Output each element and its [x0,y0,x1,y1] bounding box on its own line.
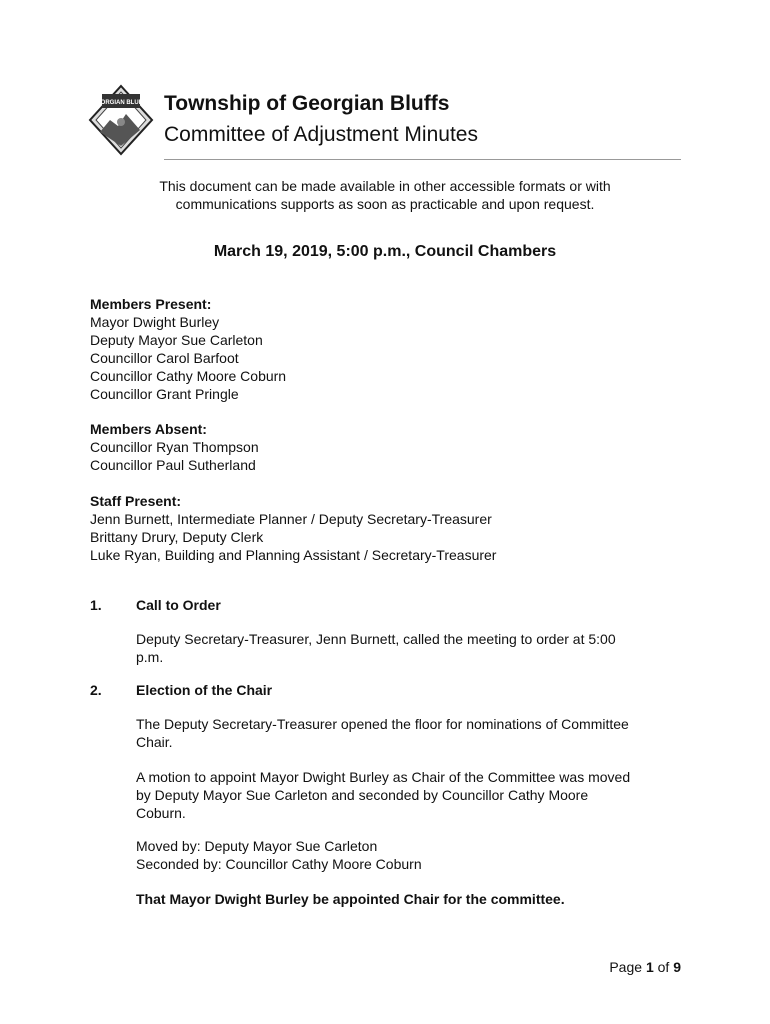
paragraph-line: A motion to appoint Mayor Dwight Burley as Chair of the Committee was moved [136,769,631,785]
total-pages: 9 [673,959,681,975]
member-name: Councillor Paul Sutherland [90,457,256,473]
accessibility-line: This document can be made available in other accessible formats or with [159,178,611,194]
logo-text: GEORGIAN BLUFFS [92,100,150,106]
member-name: Councillor Cathy Moore Coburn [90,368,287,384]
item-title: Call to Order [136,597,221,613]
township-logo [88,84,154,156]
motion-paragraph [136,768,676,822]
staff-name: Brittany Drury, Deputy Clerk [90,529,264,545]
header-divider [164,159,681,160]
members-absent-heading: Members Absent: [90,421,207,437]
doc-title: Committee of Adjustment Minutes [164,123,478,146]
paragraph-line: Deputy Secretary-Treasurer, Jenn Burnett, called the meeting to order at 5:00 [136,631,616,647]
moved-by: Moved by: Deputy Mayor Sue Carleton [136,838,378,854]
item-number: 1. [90,597,102,613]
item-number: 2. [90,682,102,698]
meeting-heading: March 19, 2019, 5:00 p.m., Council Chambers [213,243,557,260]
staff-name: Jenn Burnett, Intermediate Planner / Deputy Secretary-Treasurer [90,511,492,527]
member-name: Deputy Mayor Sue Carleton [90,332,263,348]
member-name: Mayor Dwight Burley [90,314,220,330]
member-name: Councillor Ryan Thompson [90,439,259,455]
staff-name: Luke Ryan, Building and Planning Assistant / Secretary-Treasurer [90,547,497,563]
staff-present-section [90,492,496,564]
staff-present-heading: Staff Present: [90,493,182,509]
paragraph-line: Chair. [136,734,173,750]
paragraph-line: Coburn. [136,805,186,821]
current-page: 1 [645,959,654,975]
accessibility-line: communications supports as soon as practicable and upon request. [175,196,595,212]
call-to-order-paragraph [136,630,676,666]
paragraph-line: p.m. [136,649,164,665]
of-label: of [657,959,670,975]
members-present-section [90,295,286,403]
resolution: That Mayor Dwight Burley be appointed Chair for the committee. [136,891,565,907]
org-title: Township of Georgian Bluffs [164,92,450,115]
page-indicator [609,959,681,975]
members-absent-section [90,420,259,474]
paragraph-line: The Deputy Secretary-Treasurer opened the floor for nominations of Committee [136,716,629,732]
member-name: Councillor Carol Barfoot [90,350,239,366]
accessibility-note [90,177,680,213]
members-present-heading: Members Present: [90,296,212,312]
paragraph-line: by Deputy Mayor Sue Carleton and seconded by Councillor Cathy Moore [136,787,589,803]
nominations-paragraph [136,715,676,751]
member-name: Councillor Grant Pringle [90,386,239,402]
seconded-by: Seconded by: Councillor Cathy Moore Coburn [136,856,422,872]
mover-seconder [136,837,676,873]
item-title: Election of the Chair [136,682,273,698]
page-label: Page [609,959,643,975]
